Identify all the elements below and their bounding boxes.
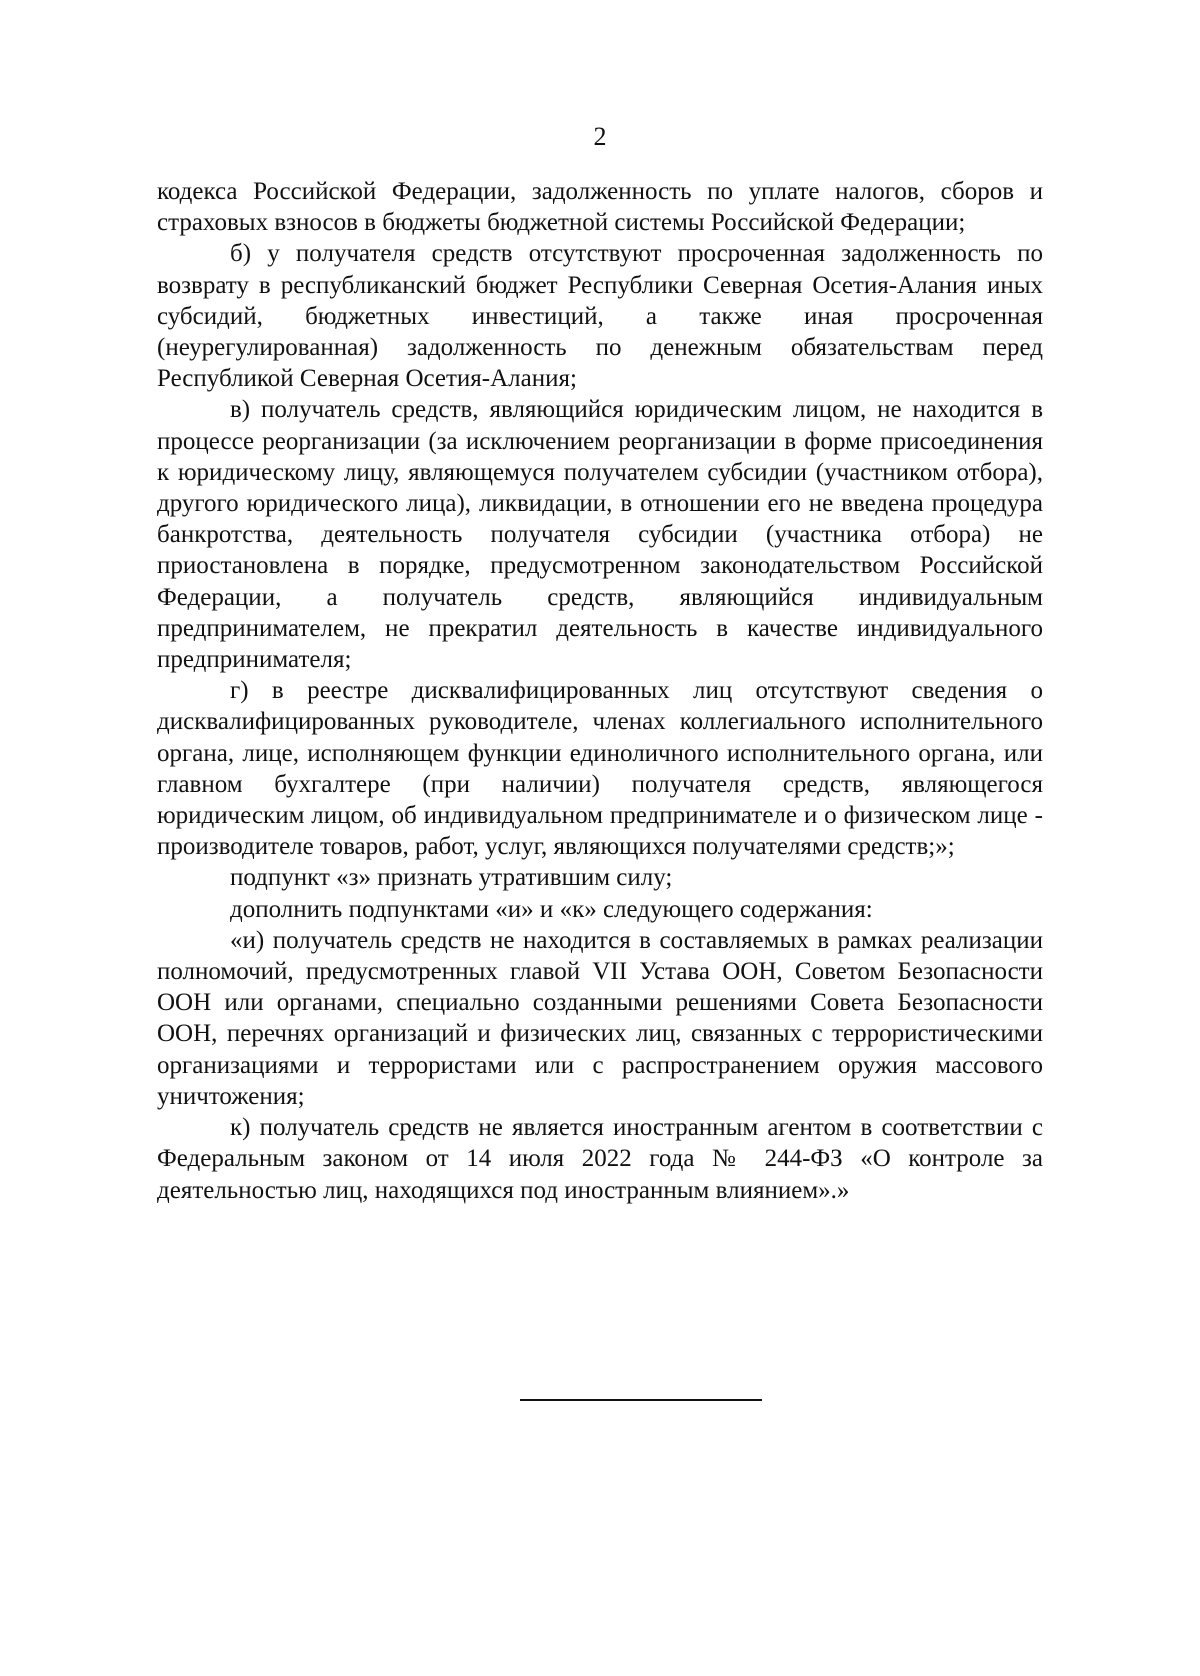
document-body <box>157 176 1043 1206</box>
paragraph-item-g: г) в реестре дисквалифицированных лиц отсутствуют сведения о дисквалифицированных руководителе, членах коллегиального исполнительного органа, лице, исполняющем функции единоличного исполнительного органа, или главном бухгалтере (при наличии) получателя средств, являющегося юридическим лицом, об индивидуальном предпринимателе и о физическом лице - производителе товаров, работ, услуг, являющихся получателями средств;»; <box>157 677 1043 861</box>
paragraph-continuation: кодекса Российской Федерации, задолженность по уплате налогов, сборов и страховых взносов в бюджеты бюджетной системы Российской Федерации; <box>157 178 1043 237</box>
page-number: 2 <box>593 122 607 151</box>
paragraph-item-i: «и) получатель средств не находится в составляемых в рамках реализации полномочий, предусмотренных главой VII Устава ООН, Советом Безопасности ООН или органами, специально созданными решениями Совета Безопасности ООН, перечнях организаций и физических лиц, связанных с террористическими организациями и террористами или с распространением оружия массового уничтожения; <box>157 926 1043 1110</box>
paragraph-item-b: б) у получателя средств отсутствуют просроченная задолженность по возврату в республиканский бюджет Республики Северная Осетия-Алания иных субсидий, бюджетных инвестиций, а также иная просроченная (неурегулированная) задолженность по денежным обязательствам перед Республикой Северная Осетия-Алания; <box>157 240 1043 393</box>
paragraph-supplement-intro: дополнить подпунктами «и» и «к» следующего содержания: <box>230 895 873 923</box>
end-of-document-rule <box>520 1399 762 1401</box>
paragraph-repeal-z: подпункт «з» признать утратившим силу; <box>230 864 673 892</box>
paragraph-item-v: в) получатель средств, являющийся юридическим лицом, не находится в процессе реорганизации (за исключением реорганизации в форме присоединения к юридическому лицу, являющемуся получателем субсидии (участником отбора), другого юридического лица), ликвидации, в отношении его не введена процедура банкротства, деятельность получателя субсидии (участника отбора) не приостановлена в порядке, предусмотренном законодательством Российской Федерации, а получатель средств, являющийся индивидуальным предпринимателем, не прекратил деятельность в качестве индивидуального предпринимателя; <box>157 396 1043 674</box>
paragraph-item-k: к) получатель средств не является иностранным агентом в соответствии с Федеральным законом от 14 июля 2022 года № 244-ФЗ «О контроле за деятельностью лиц, находящихся под иностранным влиянием».» <box>157 1114 1043 1204</box>
